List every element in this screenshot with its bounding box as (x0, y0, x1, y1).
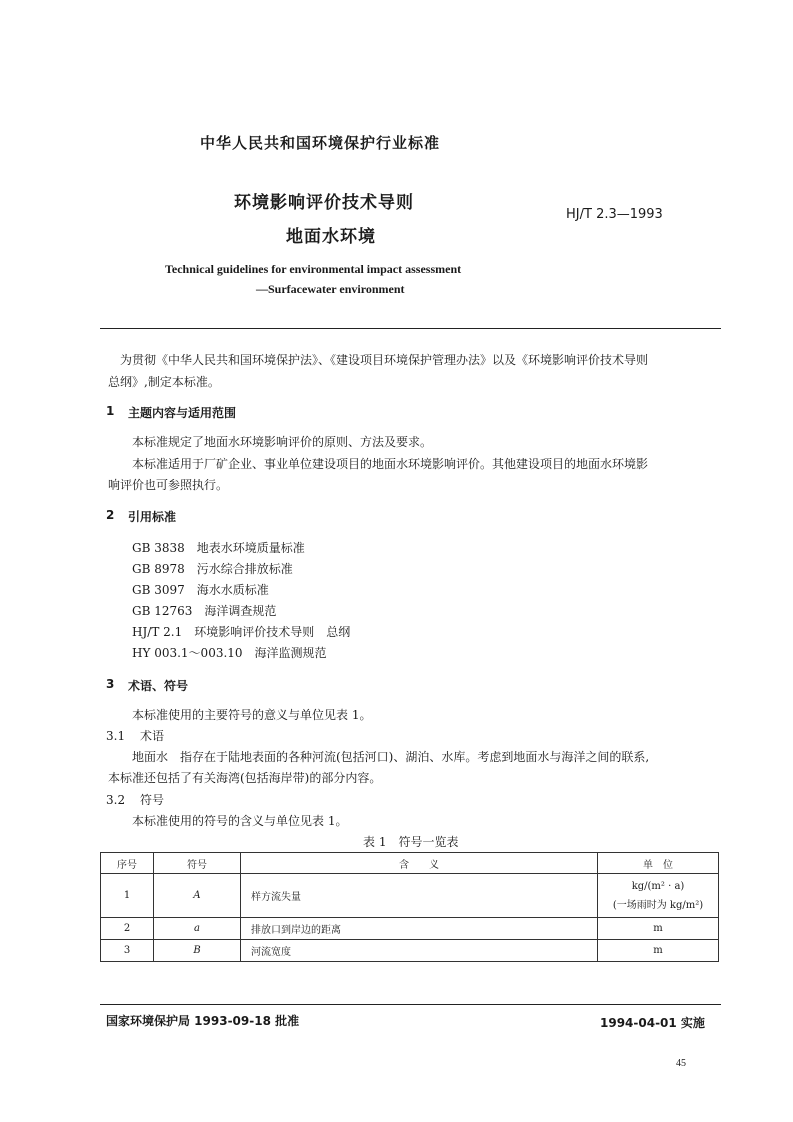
section3-2-heading: 符号 (140, 793, 165, 807)
section3-2-para: 本标准使用的符号的含义与单位见表 1。 (132, 814, 348, 828)
unit-secondary: (一场雨时为 kg/m²) (612, 899, 704, 911)
section1-para2-line2: 响评价也可参照执行。 (108, 478, 229, 492)
table-row (101, 940, 719, 962)
approval-line: 国家环境保护局 1993-09-18 批准 (106, 1014, 300, 1028)
table-row (101, 874, 719, 918)
agency-standard-title: 中华人民共和国环境保护行业标准 (200, 134, 441, 152)
document-title-line1: 环境影响评价技术导则 (234, 193, 414, 213)
reference-item: GB 3838 地表水环境质量标准 (132, 541, 305, 555)
reference-item: GB 8978 污水综合排放标准 (132, 562, 293, 576)
table-cell-unit (598, 874, 719, 918)
table-caption: 表 1 符号一览表 (363, 835, 459, 849)
section3-1-number: 3.1 (106, 729, 126, 743)
section3-2-number: 3.2 (106, 793, 126, 807)
header-divider (100, 328, 721, 329)
english-title-line1: Technical guidelines for environmental impact assessment (165, 262, 462, 276)
intro-line1: 为贯彻《中华人民共和国环境保护法》、《建设项目环境保护管理办法》以及《环境影响评价技术导则 (120, 353, 649, 367)
reference-item: GB 12763 海洋调查规范 (132, 604, 277, 618)
table-cell-meaning: 河流宽度 (241, 940, 598, 962)
section2-heading: 引用标准 (128, 510, 177, 524)
table-header-cell: 序号 (101, 853, 154, 874)
section1-number: 1 (106, 404, 115, 418)
table-header-cell: 含 义 (241, 853, 598, 874)
intro-line2: 总纲》,制定本标准。 (108, 375, 220, 389)
page-number: 45 (676, 1058, 686, 1069)
table-cell-no: 2 (101, 918, 154, 940)
unit-primary: kg/(m² · a) (631, 880, 685, 892)
symbol-table (100, 852, 719, 962)
standard-code: HJ/T 2.3—1993 (566, 207, 663, 222)
table-cell-meaning: 样方流失量 (241, 874, 598, 918)
section1-heading: 主题内容与适用范围 (128, 406, 237, 420)
table-cell-no: 1 (101, 874, 154, 918)
section3-1-heading: 术语 (140, 729, 165, 743)
section1-para1: 本标准规定了地面水环境影响评价的原则、方法及要求。 (132, 435, 433, 449)
reference-item: HY 003.1～003.10 海洋监测规范 (132, 646, 327, 660)
section3-heading: 术语、符号 (128, 679, 189, 693)
section3-1-line1: 地面水 指存在于陆地表面的各种河流(包括河口)、湖泊、水库。考虑到地面水与海洋之间的联系, (132, 750, 650, 764)
table-row (101, 918, 719, 940)
section3-1-line2: 本标准还包括了有关海湾(包括海岸带)的部分内容。 (108, 771, 382, 785)
section3-number: 3 (106, 677, 115, 691)
section2-number: 2 (106, 508, 115, 522)
table-header-cell: 单 位 (598, 853, 719, 874)
effective-date: 1994-04-01 实施 (600, 1016, 705, 1030)
reference-item: HJ/T 2.1 环境影响评价技术导则 总纲 (132, 625, 351, 639)
table-cell-meaning: 排放口到岸边的距离 (241, 918, 598, 940)
table-cell-unit: m (598, 918, 719, 940)
english-title-line2: —Surfacewater environment (256, 282, 405, 296)
table-header-row (101, 853, 719, 874)
section3-para: 本标准使用的主要符号的意义与单位见表 1。 (132, 708, 372, 722)
footer-divider (100, 1004, 721, 1005)
table-header-cell: 符号 (154, 853, 241, 874)
reference-item: GB 3097 海水水质标准 (132, 583, 269, 597)
table-cell-symbol: A (154, 874, 241, 918)
document-title-line2: 地面水环境 (286, 227, 376, 247)
table-cell-no: 3 (101, 940, 154, 962)
section1-para2-line1: 本标准适用于厂矿企业、事业单位建设项目的地面水环境影响评价。其他建设项目的地面水环境影 (132, 457, 649, 471)
table-cell-unit: m (598, 940, 719, 962)
table-cell-symbol: B (154, 940, 241, 962)
table-cell-symbol: a (154, 918, 241, 940)
